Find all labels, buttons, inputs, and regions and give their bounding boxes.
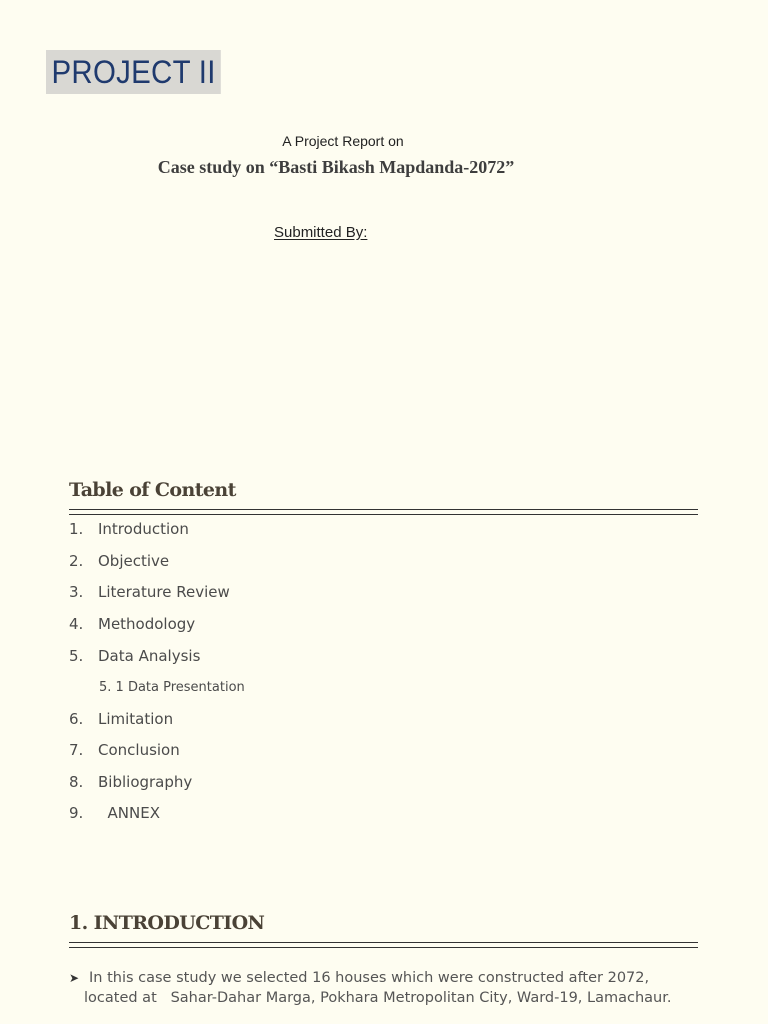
case-study-title: Case study on “Basti Bikash Mapdanda-2072”: [157, 157, 515, 177]
toc-item-label: Introduction: [98, 520, 189, 538]
submitted-by-label: Submitted By:: [274, 224, 368, 241]
toc-item-number: 5.: [99, 680, 112, 695]
toc-item-label: 1 Data Presentation: [111, 680, 245, 695]
toc-item-number: 3.: [69, 583, 84, 601]
toc-item-literature-review: [69, 583, 230, 601]
toc-item-methodology: [69, 615, 195, 633]
introduction-heading-rule: [69, 942, 698, 948]
introduction-bullet-line: [69, 968, 709, 988]
toc-item-label: Limitation: [98, 710, 174, 728]
toc-item-number: 2.: [69, 552, 84, 570]
toc-item-number: 4.: [69, 615, 84, 633]
introduction-bullet-text-continued: located at Sahar-Dahar Marga, Pokhara Metropolitan City, Ward-19, Lamachaur.: [84, 990, 672, 1006]
toc-item-label: Objective: [98, 552, 170, 570]
report-subtitle: A Project Report on: [282, 133, 404, 149]
toc-item-number: 7.: [69, 741, 84, 759]
toc-item-label: Data Analysis: [98, 647, 201, 665]
toc-item-data-presentation: [99, 680, 245, 695]
toc-item-data-analysis: [69, 647, 200, 665]
toc-heading-rule: [69, 509, 698, 515]
toc-item-number: 5.: [69, 647, 84, 665]
project-title: PROJECT II: [46, 50, 221, 94]
arrow-bullet-icon: ➤: [69, 971, 80, 985]
toc-item-number: 9.: [69, 804, 84, 822]
toc-heading: Table of Content: [69, 479, 236, 501]
toc-item-number: 8.: [69, 773, 84, 791]
toc-item-label: Conclusion: [98, 741, 180, 759]
toc-item-introduction: [69, 520, 189, 538]
introduction-bullet: [69, 968, 709, 1008]
toc-item-limitation: [69, 710, 173, 728]
introduction-heading: 1. INTRODUCTION: [69, 912, 265, 934]
toc-item-label: Methodology: [98, 615, 196, 633]
toc-item-bibliography: [69, 773, 192, 791]
toc-item-number: 6.: [69, 710, 84, 728]
toc-item-objective: [69, 552, 169, 570]
toc-item-number: 1.: [69, 520, 84, 538]
toc-item-label: ANNEX: [98, 804, 160, 822]
toc-item-label: Bibliography: [98, 773, 193, 791]
toc-item-conclusion: [69, 741, 180, 759]
toc-item-annex: [69, 804, 160, 822]
toc-item-label: Literature Review: [98, 583, 230, 601]
introduction-bullet-text: In this case study we selected 16 houses which were constructed after 2072,: [89, 970, 650, 986]
